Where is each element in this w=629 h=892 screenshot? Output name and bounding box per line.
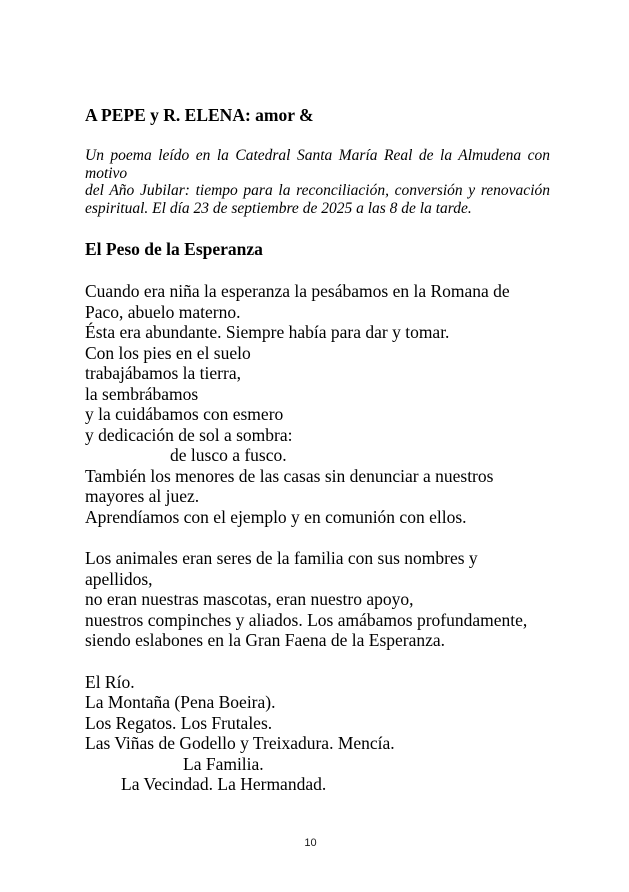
- poem-line: y dedicación de sol a sombra:: [85, 424, 293, 445]
- poem-line: Ésta era abundante. Siempre había para dar y tomar.: [85, 322, 450, 342]
- poem-line: Las Viñas de Godello y Treixadura. Mencía.: [85, 733, 395, 753]
- poem-line: no eran nuestras mascotas, eran nuestro apoyo,: [85, 589, 414, 609]
- poem-line: La Vecindad. La Hermandad.: [121, 774, 327, 794]
- poem-line: la sembrábamos: [85, 383, 199, 404]
- page-number: 10: [304, 837, 317, 849]
- poem-line: y la cuidábamos con esmero: [85, 404, 284, 424]
- poem-line: La Familia.: [183, 753, 264, 774]
- poem-line: trabajábamos la tierra,: [85, 363, 241, 383]
- poem-line: Los animales eran seres de la familia con sus nombres y: [85, 548, 478, 568]
- dedication-line: espiritual. El día 23 de septiembre de 2025 a las 8 de la tarde.: [85, 199, 472, 217]
- poem-line: Aprendíamos con el ejemplo y en comunión con ellos.: [85, 506, 467, 527]
- poem-line: apellidos,: [85, 568, 153, 589]
- poem-line: El Río.: [85, 671, 135, 692]
- poem-line: nuestros compinches y aliados. Los amábamos profundamente,: [85, 609, 528, 630]
- stanza-2: [85, 548, 550, 651]
- document-title: A PEPE y R. ELENA: amor &: [85, 105, 314, 125]
- poem-line: La Montaña (Pena Boeira).: [85, 692, 276, 712]
- stanza-1: [85, 281, 550, 527]
- poem-line: Los Regatos. Los Frutales.: [85, 712, 273, 733]
- dedication-paragraph: [85, 147, 550, 217]
- dedication-line: del Año Jubilar: tiempo para la reconciliación, conversión y renovación: [85, 182, 550, 199]
- poem-line: También los menores de las casas sin denunciar a nuestros: [85, 465, 494, 486]
- poem-line: Con los pies en el suelo: [85, 342, 251, 363]
- poem-line: siendo eslabones en la Gran Faena de la Esperanza.: [85, 630, 446, 650]
- poem-title: El Peso de la Esperanza: [85, 239, 263, 259]
- poem-line: Paco, abuelo materno.: [85, 301, 241, 322]
- stanza-3: [85, 672, 550, 795]
- poem-line: mayores al juez.: [85, 486, 200, 506]
- poem-line: de lusco a fusco.: [170, 445, 287, 465]
- poem-line: Cuando era niña la esperanza la pesábamos en la Romana de: [85, 281, 510, 301]
- dedication-line: Un poema leído en la Catedral Santa María Real de la Almudena con motivo: [85, 147, 550, 182]
